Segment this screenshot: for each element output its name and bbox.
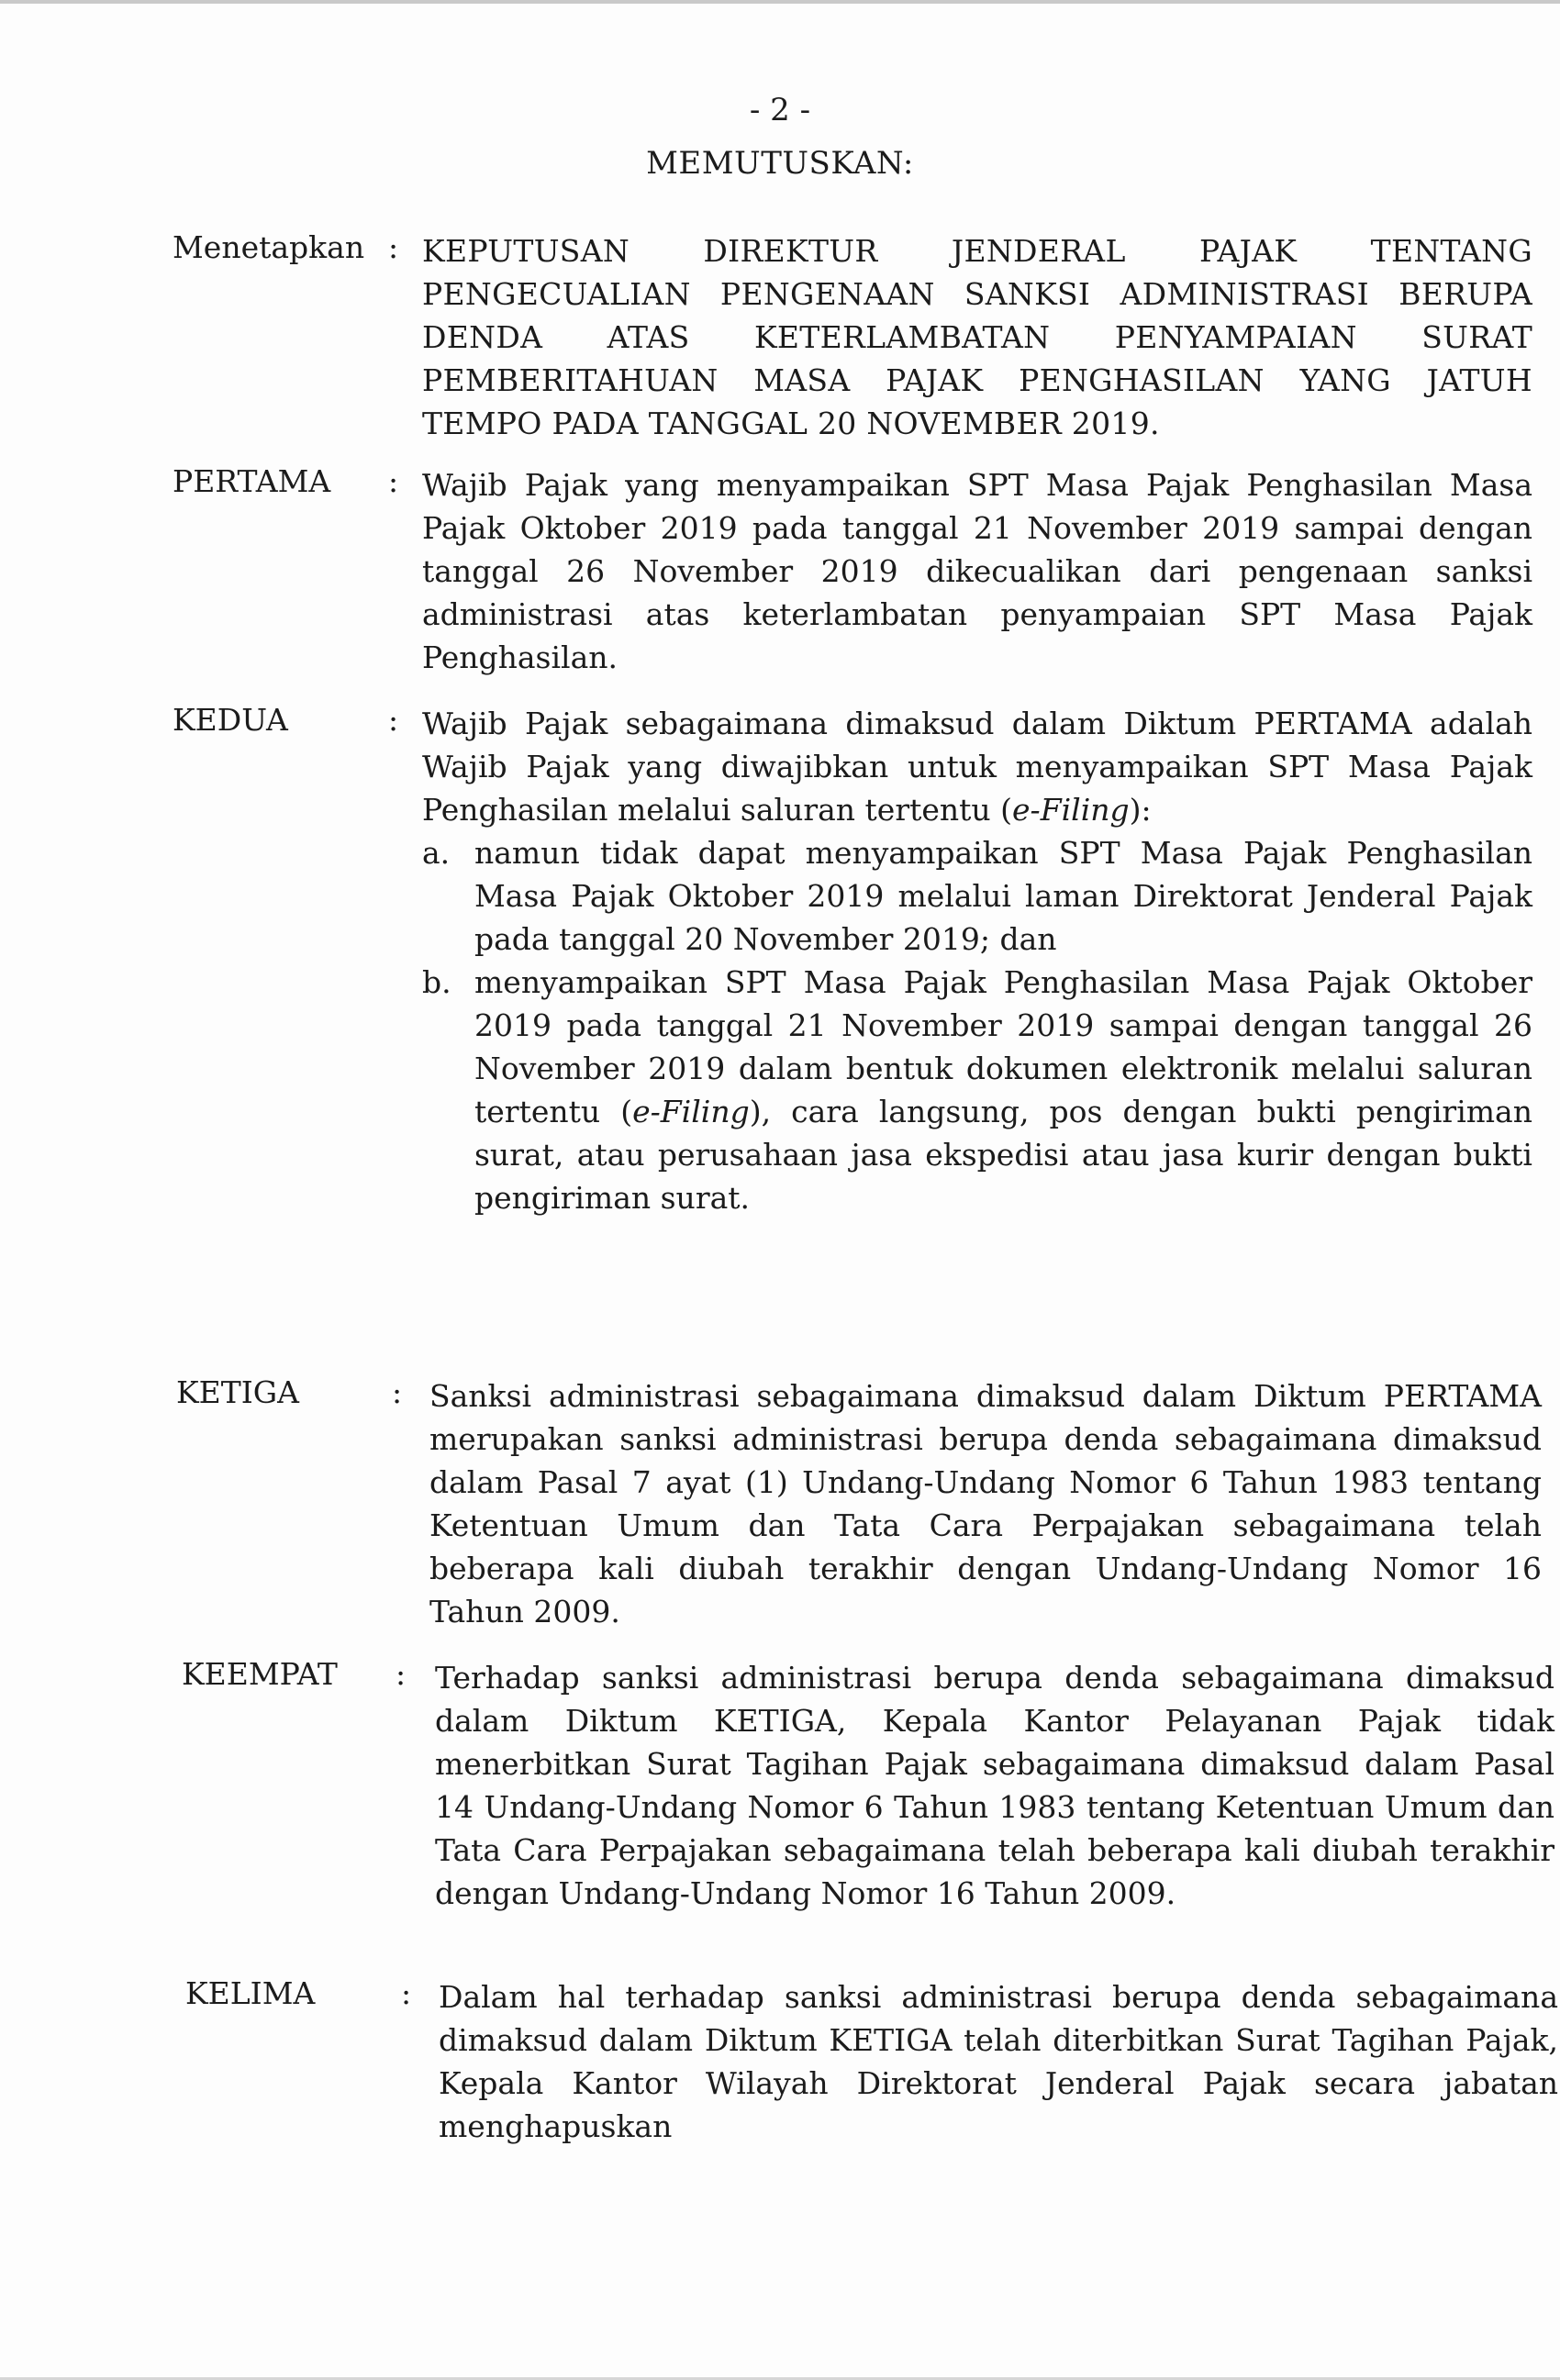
scan-top-edge	[0, 0, 1560, 4]
clause-text: Dalam hal terhadap sanksi administrasi berupa denda sebagaimana dimaksud dalam Diktum KETIGA telah diterbitkan Surat Tagihan Pajak, Kepala Kantor Wilayah Direktorat Jenderal Pajak secara jabatan menghapuskan	[439, 1979, 1558, 2144]
clause-text: Wajib Pajak sebagaimana dimaksud dalam Diktum PERTAMA adalah Wajib Pajak yang diwajibkan untuk menyampaikan SPT Masa Pajak Penghasilan melalui saluran tertentu (e-Filing): a. namun tidak dapat menyampaikan SPT Masa Pajak Penghasilan Masa Pajak Oktober 2019 melalui laman Direktorat Jenderal Pajak pada tanggal 20 November 2019; dan b. menyampaikan SPT Masa Pajak Penghasilan Masa Pajak Oktober 2019 pada tanggal 21 November 2019 sampai dengan tanggal 26 November 2019 dalam bentuk dokumen elektronik melalui saluran tertentu (e-Filing), cara langsung, pos dengan bukti pengiriman surat, atau perusahaan jasa ekspedisi atau jasa kurir dengan bukti pengiriman surat.	[422, 702, 1532, 1219]
clause-label: KEDUA	[173, 702, 288, 738]
clause-text: KEPUTUSAN DIREKTUR JENDERAL PAJAK TENTANG PENGECUALIAN PENGENAAN SANKSI ADMINISTRASI BERUPA DENDA ATAS KETERLAMBATAN PENYAMPAIAN SURAT PEMBERITAHUAN MASA PAJAK PENGHASILAN YANG JATUH TEMPO PADA TANGGAL 20 NOVEMBER 2019.	[422, 233, 1532, 441]
list-item: b. menyampaikan SPT Masa Pajak Penghasilan Masa Pajak Oktober 2019 pada tanggal 21 November 2019 sampai dengan tanggal 26 November 2019 dalam bentuk dokumen elektronik melalui saluran tertentu (e-Filing), cara langsung, pos dengan bukti pengiriman surat, atau perusahaan jasa ekspedisi atau jasa kurir dengan bukti pengiriman surat.	[422, 961, 1532, 1219]
clause-text: Wajib Pajak yang menyampaikan SPT Masa Pajak Penghasilan Masa Pajak Oktober 2019 pada tanggal 21 November 2019 sampai dengan tanggal 26 November 2019 dikecualikan dari pengenaan sanksi administrasi atas keterlambatan penyampaian SPT Masa Pajak Penghasilan.	[422, 467, 1532, 675]
clause-label: Menetapkan	[173, 229, 365, 265]
clause-label: KELIMA	[185, 1975, 316, 2011]
clause-text: Sanksi administrasi sebagaimana dimaksud dalam Diktum PERTAMA merupakan sanksi administrasi berupa denda sebagaimana dimaksud dalam Pasal 7 ayat (1) Undang-Undang Nomor 6 Tahun 1983 tentang Ketentuan Umum dan Tata Cara Perpajakan sebagaimana telah beberapa kali diubah terakhir dengan Undang-Undang Nomor 16 Tahun 2009.	[429, 1378, 1542, 1629]
clause-colon: :	[392, 1374, 403, 1410]
clause-label: KETIGA	[176, 1374, 299, 1410]
clause-colon: :	[388, 702, 399, 738]
list-marker: b.	[422, 964, 451, 1000]
clause-colon: :	[396, 1656, 407, 1692]
clause-label: KEEMPAT	[182, 1656, 338, 1692]
clause-colon: :	[388, 229, 399, 265]
clause-colon: :	[388, 463, 399, 499]
clause-label: PERTAMA	[173, 463, 331, 499]
clause-text: Terhadap sanksi administrasi berupa denda sebagaimana dimaksud dalam Diktum KETIGA, Kepala Kantor Pelayanan Pajak tidak menerbitkan Surat Tagihan Pajak sebagaimana dimaksud dalam Pasal 14 Undang-Undang Nomor 6 Tahun 1983 tentang Ketentuan Umum dan Tata Cara Perpajakan sebagaimana telah beberapa kali diubah terakhir dengan Undang-Undang Nomor 16 Tahun 2009.	[435, 1660, 1554, 1911]
page-number: - 2 -	[749, 92, 811, 128]
decision-heading: MEMUTUSKAN:	[646, 145, 914, 182]
list-marker: a.	[422, 835, 451, 871]
clause-colon: :	[401, 1975, 412, 2011]
list-item: a. namun tidak dapat menyampaikan SPT Masa Pajak Penghasilan Masa Pajak Oktober 2019 melalui laman Direktorat Jenderal Pajak pada tanggal 20 November 2019; dan	[422, 831, 1532, 961]
